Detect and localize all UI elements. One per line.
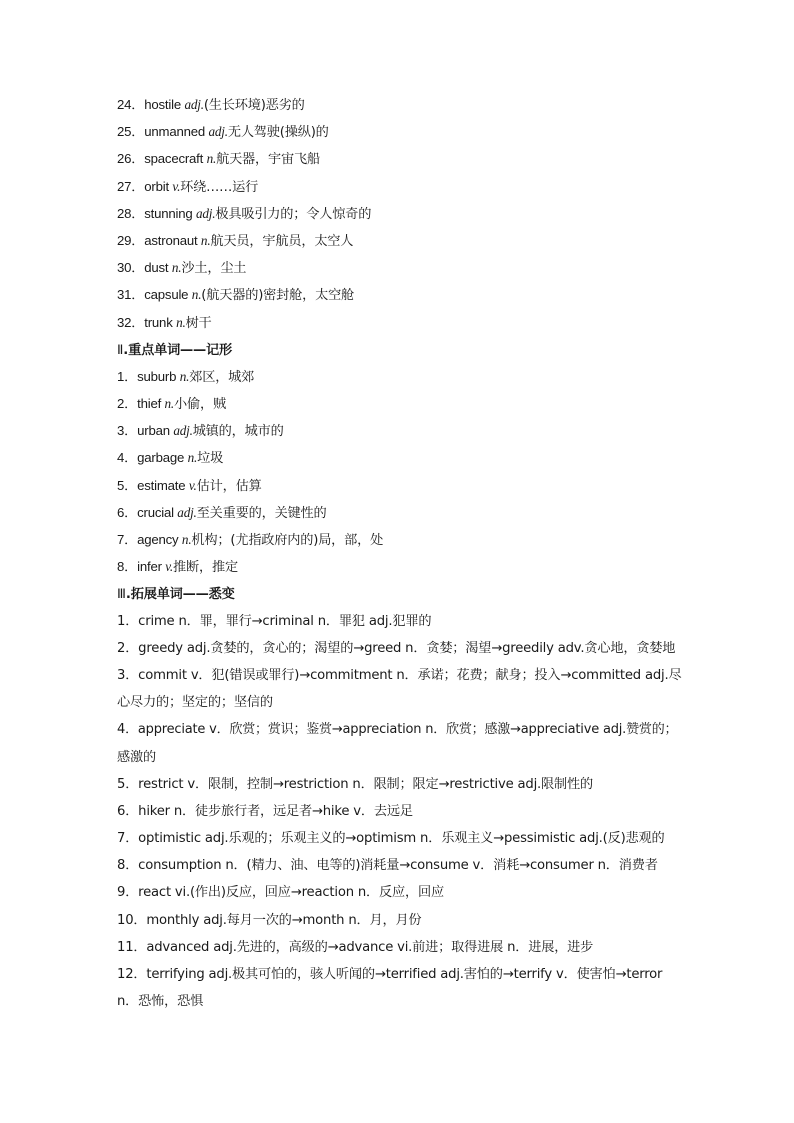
part-of-speech: adj. bbox=[208, 124, 228, 140]
entry-definition: (航天器的)密封舱，太空舱 bbox=[201, 288, 355, 304]
entry-word: suburb bbox=[137, 368, 180, 384]
vocab-entry bbox=[117, 227, 679, 254]
entry-word: hostile bbox=[144, 97, 185, 112]
entry-definition: (生长环境)恶劣的 bbox=[203, 98, 305, 113]
derivation-entry: 11．advanced adj.先进的，高级的→advance vi.前进；取得进展 n．进展，进步 bbox=[117, 939, 594, 955]
entry-definition: 无人驾驶(操纵)的 bbox=[227, 125, 329, 141]
vocab-entry bbox=[117, 173, 679, 200]
entry-definition: 垃圾 bbox=[197, 451, 224, 467]
vocab-entry bbox=[117, 363, 679, 390]
derivation-entry-continuation: n．恐怖，恐惧 bbox=[117, 994, 204, 1010]
entry-number: 30． bbox=[117, 260, 145, 276]
derivation-entry: 2．greedy adj.贪婪的，贪心的；渴望的→greed n．贪婪；渴望→greedily adv.贪心地，贪婪地 bbox=[117, 640, 676, 656]
entry-number: 2． bbox=[117, 396, 138, 412]
section-title: .重点单词——记形 bbox=[123, 342, 233, 358]
derivation-entry: 3．commit v．犯(错误或罪行)→commitment n．承诺；花费；献身；投入→committed adj.尽 bbox=[117, 667, 682, 683]
entry-definition: 小偷，贼 bbox=[174, 397, 226, 413]
entry-word: estimate bbox=[137, 477, 189, 493]
derivation-entry: 4．appreciate v．欣赏；赏识；鉴赏→appreciation n．欣赏；感激→appreciative adj.赞赏的； bbox=[117, 722, 678, 738]
part-of-speech: n. bbox=[187, 450, 198, 466]
entry-definition: 极具吸引力的；令人惊奇的 bbox=[215, 206, 372, 222]
vocab-entry bbox=[117, 200, 679, 227]
derivation-entry: 12．terrifying adj.极其可怕的，骇人听闻的→terrified adj.害怕的→terrify v．使害怕→terror bbox=[117, 967, 663, 982]
entry-word: unmanned bbox=[144, 124, 209, 140]
part-of-speech: n. bbox=[191, 287, 202, 303]
entry-number: 27． bbox=[117, 178, 145, 194]
part-of-speech: n. bbox=[179, 368, 190, 384]
entry-number: 24． bbox=[117, 97, 145, 112]
vocab-entry bbox=[117, 417, 679, 444]
vocab-entry bbox=[117, 91, 679, 118]
section-numeral: Ⅱ bbox=[117, 341, 124, 357]
entry-number: 1． bbox=[117, 368, 138, 384]
entry-word: capsule bbox=[144, 287, 192, 303]
part-of-speech: n. bbox=[171, 260, 182, 276]
entry-number: 4． bbox=[117, 450, 138, 466]
entry-word: astronaut bbox=[144, 232, 201, 248]
derivation-entry: 7．optimistic adj.乐观的；乐观主义的→optimism n．乐观主义→pessimistic adj.(反)悲观的 bbox=[117, 831, 665, 847]
part-of-speech: n. bbox=[176, 314, 186, 330]
entry-word: agency bbox=[137, 532, 182, 547]
entry-word: orbit bbox=[144, 178, 173, 194]
entry-word: stunning bbox=[144, 205, 196, 221]
part-of-speech: adj. bbox=[184, 97, 204, 112]
part-of-speech: n. bbox=[200, 232, 211, 248]
vocab-entry bbox=[117, 309, 679, 336]
entry-definition: 郊区，城郊 bbox=[189, 369, 255, 385]
entry-word: crucial bbox=[137, 504, 178, 520]
entry-word: urban bbox=[137, 423, 174, 439]
derivation-entry: 6．hiker n．徒步旅行者，远足者→hike v．去远足 bbox=[117, 803, 413, 819]
entry-number: 32． bbox=[117, 314, 145, 330]
part-of-speech: v. bbox=[188, 477, 197, 493]
part-of-speech: v. bbox=[172, 178, 181, 194]
derivation-entry: 1．crime n．罪，罪行→criminal n．罪犯 adj.犯罪的 bbox=[117, 613, 432, 629]
part-of-speech: v. bbox=[165, 559, 174, 575]
part-of-speech: n. bbox=[164, 396, 175, 412]
entry-definition: 推断，推定 bbox=[173, 560, 238, 576]
entry-definition: 树干 bbox=[185, 315, 212, 331]
entry-definition: 机构；(尤指政府内的)局，部，处 bbox=[191, 533, 384, 548]
vocab-entry bbox=[117, 526, 679, 553]
vocab-entry bbox=[117, 390, 679, 417]
entry-word: trunk bbox=[144, 314, 177, 330]
section-heading bbox=[117, 580, 679, 607]
derivation-entry: 8．consumption n．(精力、油、电等的)消耗量→consume v．消耗→consumer n．消费者 bbox=[117, 858, 658, 874]
section-numeral: Ⅲ bbox=[117, 586, 126, 602]
entry-definition: 至关重要的，关键性的 bbox=[196, 505, 327, 521]
entry-number: 5． bbox=[117, 477, 138, 493]
vocab-entry bbox=[117, 281, 679, 308]
vocab-entry bbox=[117, 118, 679, 145]
entry-word: dust bbox=[144, 260, 172, 276]
entry-word: thief bbox=[137, 396, 165, 412]
vocab-entry bbox=[117, 553, 679, 580]
entry-number: 3． bbox=[117, 423, 138, 439]
vocab-entry bbox=[117, 444, 679, 471]
entry-word: spacecraft bbox=[144, 151, 207, 167]
part-of-speech: adj. bbox=[196, 205, 216, 221]
part-of-speech: n. bbox=[181, 532, 192, 547]
derivation-entry: 5．restrict v．限制，控制→restriction n．限制；限定→restrictive adj.限制性的 bbox=[117, 776, 593, 792]
entry-word: infer bbox=[137, 559, 166, 575]
derivation-entry: 9．react vi.(作出)反应，回应→reaction n．反应，回应 bbox=[117, 885, 444, 901]
entry-definition: 城镇的，城市的 bbox=[192, 424, 284, 440]
entry-definition: 环绕……运行 bbox=[180, 179, 259, 195]
entry-number: 29． bbox=[117, 232, 145, 248]
derivation-entry: 10．monthly adj.每月一次的→month n．月，月份 bbox=[117, 912, 422, 928]
entry-number: 31． bbox=[117, 287, 145, 303]
vocab-entry bbox=[117, 145, 679, 172]
vocab-entry bbox=[117, 499, 679, 526]
entry-number: 26． bbox=[117, 151, 145, 167]
entry-number: 6． bbox=[117, 504, 138, 520]
entry-definition: 航天器，宇宙飞船 bbox=[216, 152, 320, 168]
section-title: .拓展单词——悉变 bbox=[125, 587, 235, 603]
derivation-entry-continuation: 心尽力的；坚定的；坚信的 bbox=[117, 695, 273, 711]
derivation-entry-continuation: 感激的 bbox=[117, 749, 156, 765]
vocab-entry bbox=[117, 254, 679, 281]
part-of-speech: n. bbox=[206, 151, 217, 167]
entry-definition: 航天员，宇航员，太空人 bbox=[210, 233, 354, 249]
entry-definition: 沙土，尘土 bbox=[181, 261, 247, 277]
vocabulary-list bbox=[117, 91, 682, 1015]
vocab-entry bbox=[117, 472, 679, 499]
part-of-speech: adj. bbox=[177, 504, 197, 520]
entry-number: 28． bbox=[117, 205, 145, 221]
entry-definition: 估计，估算 bbox=[196, 478, 262, 494]
entry-number: 7． bbox=[117, 532, 138, 547]
part-of-speech: adj. bbox=[173, 423, 193, 439]
entry-number: 25． bbox=[117, 124, 145, 140]
entry-word: garbage bbox=[137, 450, 188, 466]
section-heading bbox=[117, 336, 679, 363]
entry-number: 8． bbox=[117, 559, 138, 575]
